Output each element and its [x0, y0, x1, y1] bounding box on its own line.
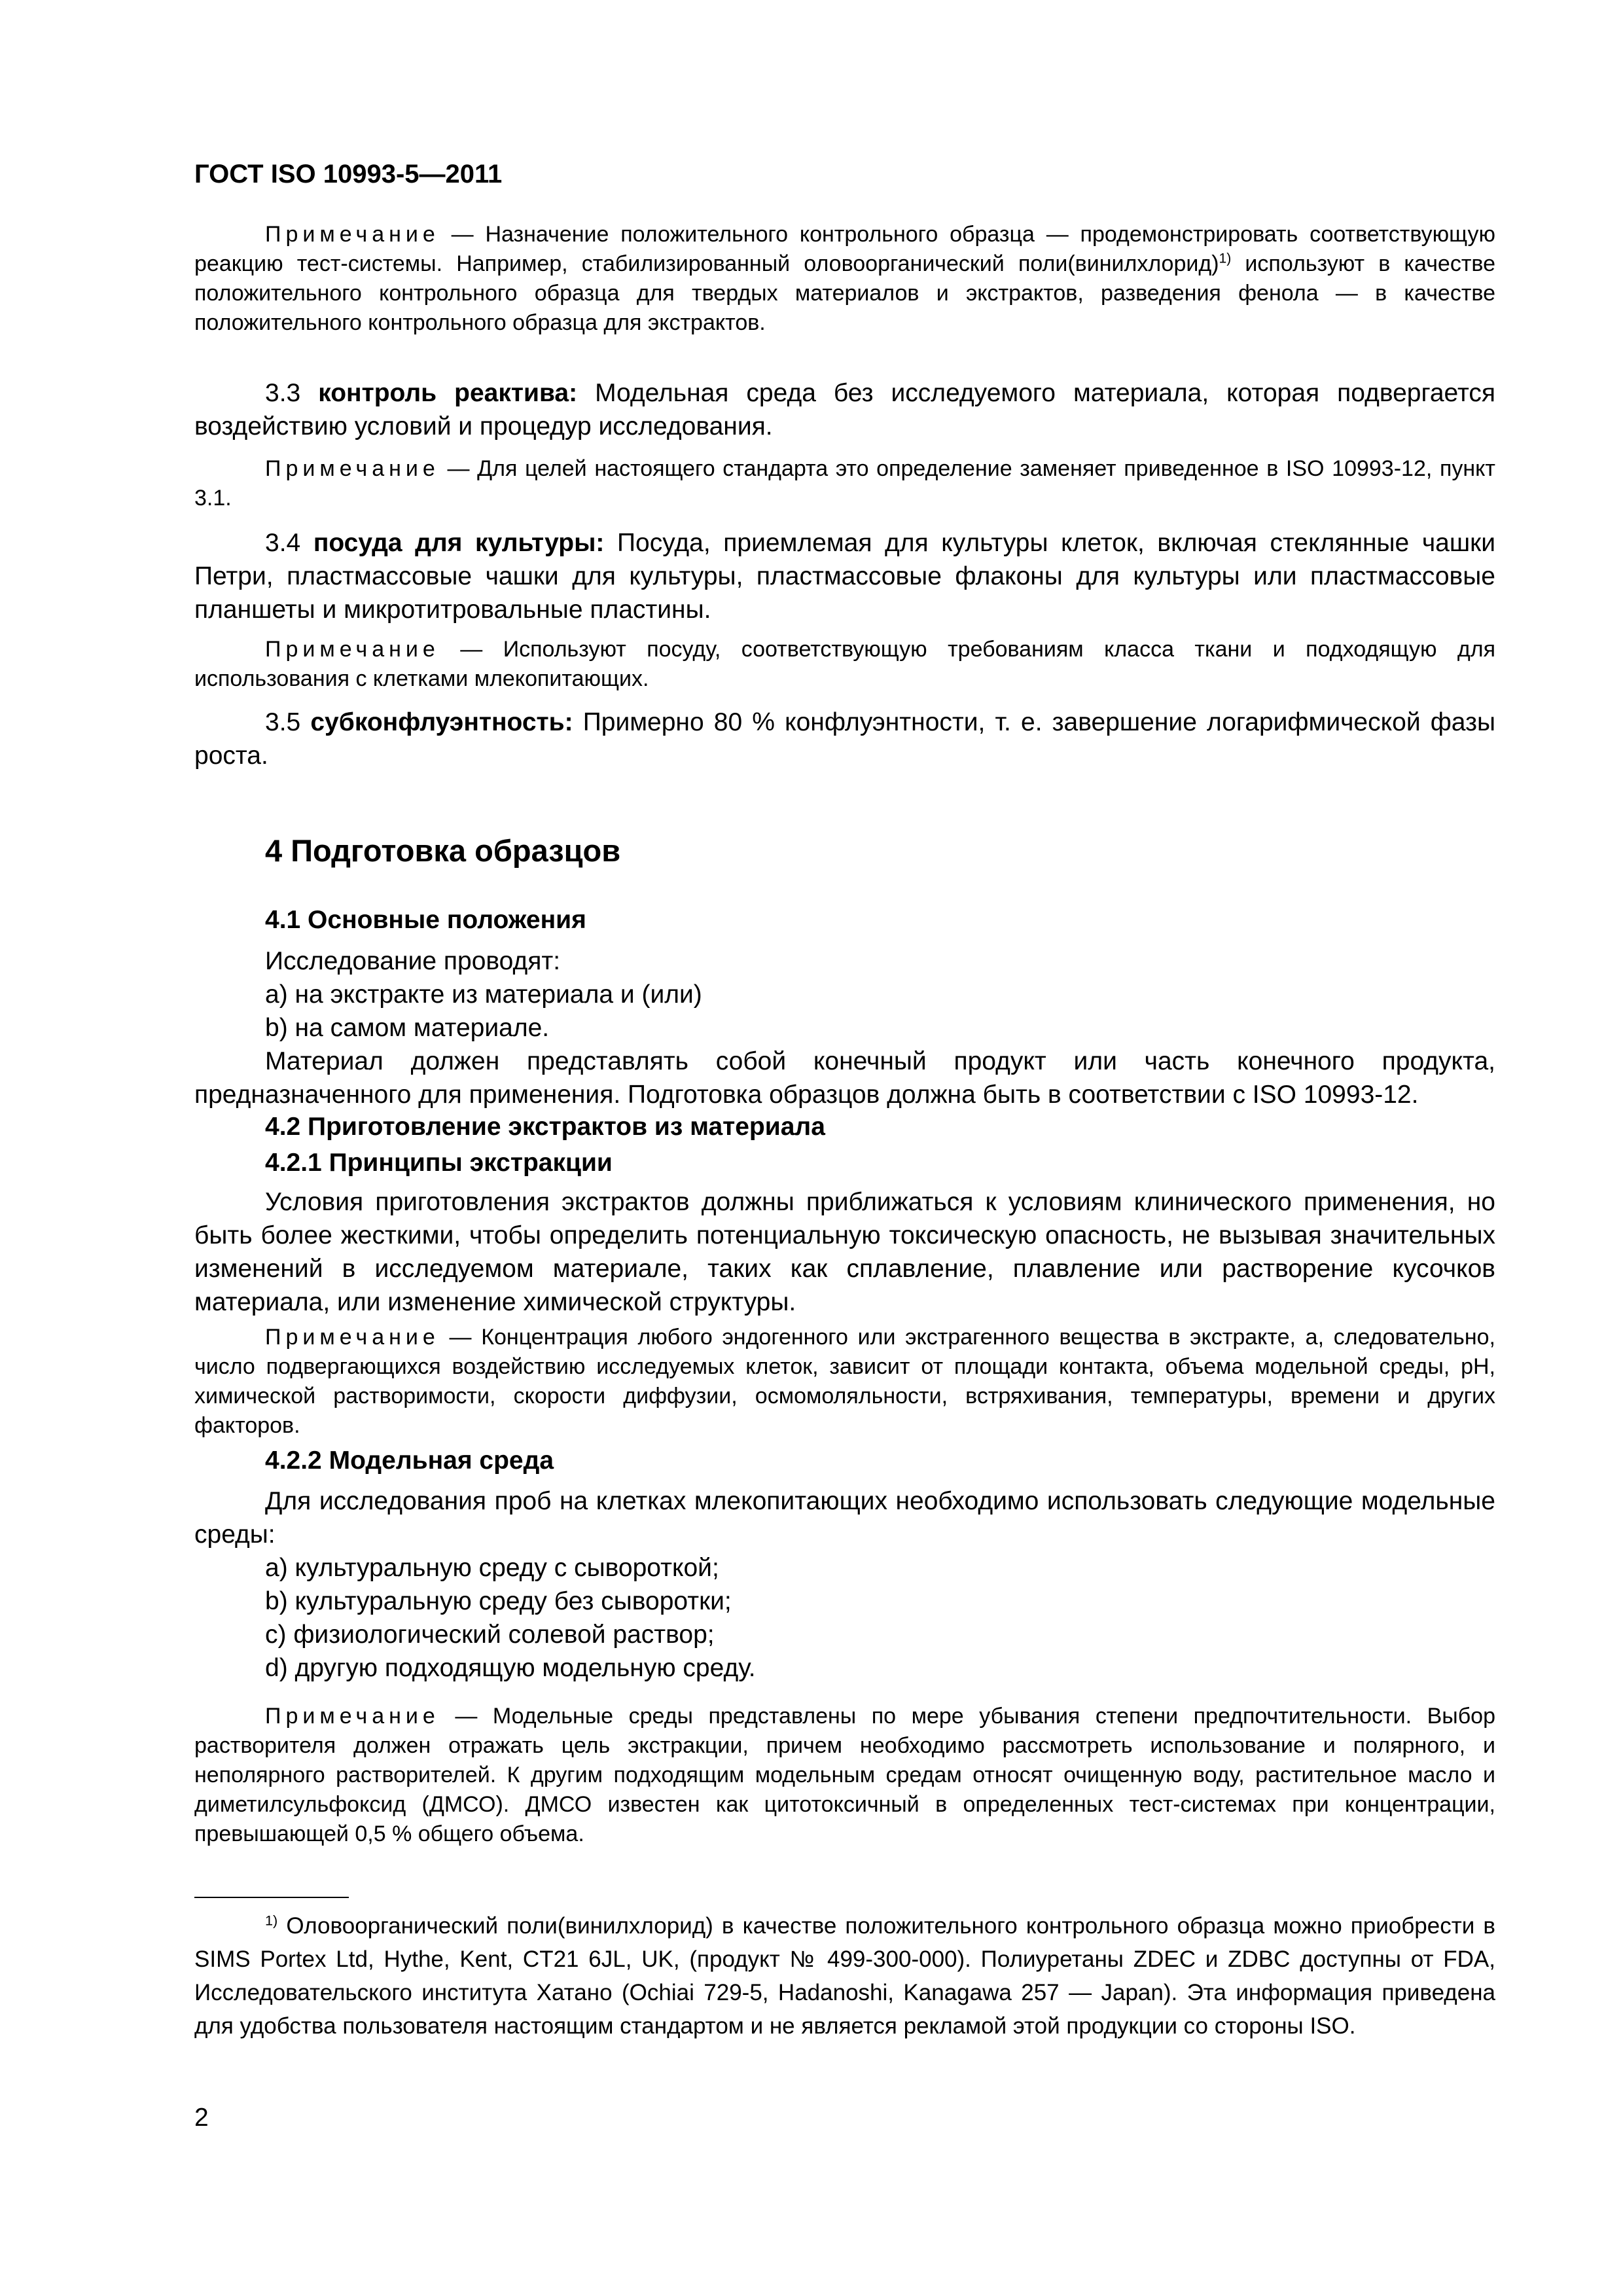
note-positive-control [194, 220, 1495, 338]
section-4-2-2-heading: 4.2.2 Модельная среда [265, 1446, 554, 1475]
footnote-ref[interactable]: 1) [1219, 251, 1232, 266]
section-number: 3.3 [265, 379, 319, 407]
section-4-1-list [194, 978, 1566, 1045]
section-4-heading: 4 Подготовка образцов [265, 833, 621, 868]
footnote-divider [194, 1897, 349, 1898]
note-text: Для целей настоящего стандарта это определение заменяет приведенное в ISO 10993-12, пункт 3.1. [194, 456, 1495, 511]
term: контроль реактива: [318, 379, 578, 407]
footnote [194, 1909, 1495, 2043]
section-4-2-2-list [194, 1551, 1566, 1685]
note-dash: — [439, 637, 503, 662]
note-label: Примечание [265, 1325, 440, 1350]
note-dash: — [439, 456, 478, 481]
footnote-marker: 1) [265, 1912, 278, 1929]
definition: Посуда, приемлемая для культуры клеток, включая стеклянные чашки Петри, пластмассовые чашки для культуры, пластмассовые флаконы для культуры или пластмассовые планшеты и микротитровальные пластины. [194, 529, 1495, 624]
footnote-text: Оловоорганический поли(винилхлорид) в качестве положительного контрольного образца можно приобрести в SIMS Portex Ltd, Hythe, Kent, CT21 6JL, UK, (продукт № 499-300-000). Полиуретаны ZDEC и ZDBC доступны от FDA, Исследовательского института Хатано (Ochiai 729-5, Hadanoshi, Kanagawa 257 — Japan). Эта информация приведена для удобства пользователя настоящим стандартом и не является рекламой этой продукции со стороны ISO. [194, 1913, 1495, 2039]
note-vehicle-order [194, 1702, 1495, 1849]
list-item: d) другую подходящую модельную среду. [265, 1654, 756, 1682]
section-4-2-2-intro: Для исследования проб на клетках млекопитающих необходимо использовать следующие модельные среды: [194, 1487, 1495, 1549]
term: субконфлуэнтность: [310, 708, 573, 736]
note-text-continued: используют в качестве положительного контрольного образца для твердых материалов и экстрактов, разведения фенола — в качестве положительного контрольного образца для экстрактов. [194, 251, 1495, 335]
note-label: Примечание [265, 637, 440, 662]
note-label: Примечание [265, 222, 440, 247]
section-3-4 [194, 526, 1495, 626]
list-item: a) культуральную среду с сывороткой; [265, 1554, 719, 1582]
note-dash: — [439, 1704, 493, 1729]
definition: Модельная среда без исследуемого материала, которая подвергается воздействию условий и процедур исследования. [194, 379, 1495, 440]
section-4-2-heading: 4.2 Приготовление экстрактов из материала [265, 1113, 825, 1141]
page-number: 2 [194, 2104, 209, 2132]
note-text: Используют посуду, соответствующую требованиям класса ткани и подходящую для использования с клетками млекопитающих. [194, 637, 1495, 691]
section-number: 3.4 [265, 529, 313, 557]
note-extract-concentration [194, 1323, 1495, 1441]
list-item: b) на самом материале. [265, 1014, 550, 1042]
section-4-1-intro: Исследование проводят: [265, 947, 561, 975]
section-4-2-1-heading: 4.2.1 Принципы экстракции [265, 1149, 613, 1177]
term: посуда для культуры: [313, 529, 605, 557]
section-3-3 [194, 376, 1495, 443]
note-label: Примечание [265, 456, 440, 481]
document-header: ГОСТ ISO 10993-5—2011 [194, 160, 503, 188]
note-culture-vessel [194, 635, 1495, 694]
definition: Примерно 80 % конфлуэнтности, т. е. завершение логарифмической фазы роста. [194, 708, 1495, 770]
list-item: b) культуральную среду без сыворотки; [265, 1587, 732, 1615]
note-text: Концентрация любого эндогенного или экстрагенного вещества в экстракте, а, следовательно, число подвергающихся воздействию исследуемых клеток, зависит от площади контакта, объема модельной среды, pH, химической растворимости, скорости диффузии, осмомоляльности, встряхивания, температуры, времени и других факторов. [194, 1325, 1495, 1438]
list-item: a) на экстракте из материала и (или) [265, 980, 702, 1009]
section-4-1-text: Материал должен представлять собой конечный продукт или часть конечного продукта, предназначенного для применения. Подготовка образцов должна быть в соответствии с ISO 10993-12. [194, 1047, 1495, 1109]
section-4-1-heading: 4.1 Основные положения [265, 906, 586, 934]
note-dash: — [439, 1325, 482, 1350]
note-label: Примечание [265, 1704, 440, 1729]
note-reagent-control [194, 454, 1495, 513]
note-text: Назначение положительного контрольного образца — продемонстрировать соответствующую реакцию тест-системы. Например, стабилизированный оловоорганический поли(винилхлорид) [194, 222, 1495, 276]
section-3-5 [194, 706, 1495, 772]
list-item: c) физиологический солевой раствор; [265, 1621, 715, 1649]
note-text: Модельные среды представлены по мере убывания степени предпочтительности. Выбор растворителя должен отражать цель экстракции, причем необходимо рассмотреть использование и полярного, и неполярного растворителей. К другим подходящим модельным средам относят очищенную воду, растительное масло и диметилсульфоксид (ДМСО). ДМСО известен как цитотоксичный в определенных тест-системах при концентрации, превышающей 0,5 % общего объема. [194, 1704, 1495, 1846]
note-dash: — [439, 222, 486, 247]
section-number: 3.5 [265, 708, 311, 736]
section-4-2-1-text: Условия приготовления экстрактов должны приближаться к условиям клинического применения, но быть более жесткими, чтобы определить потенциальную токсическую опасность, не вызывая значительных изменений в исследуемом материале, таких как сплавление, плавление или растворение кусочков материала, или изменение химической структуры. [194, 1188, 1495, 1316]
